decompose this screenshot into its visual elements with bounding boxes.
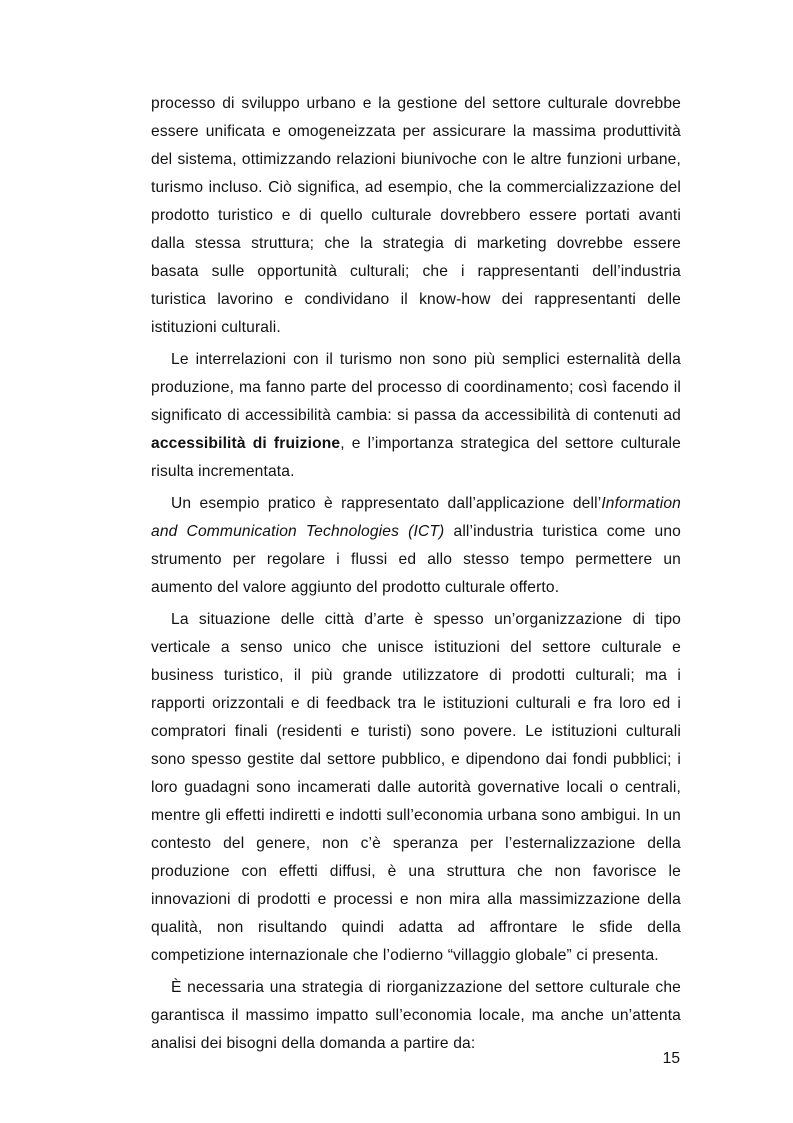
paragraph-5-text: È necessaria una strategia di riorganizzazione del settore culturale che garantisca il massimo impatto sull’economia locale, ma anche un’attenta analisi dei bisogni della domanda a partire da: bbox=[151, 979, 681, 1052]
bold-term-accessibilita-fruizione: accessibilità di fruizione bbox=[151, 435, 341, 452]
paragraph-3-text-a: Un esempio pratico è rappresentato dall’applicazione dell’ bbox=[171, 495, 602, 512]
paragraph-2-text-a: Le interrelazioni con il turismo non sono più semplici esternalità della produzione, ma fanno parte del processo di coordinamento; così facendo il significato di accessibilità cambia: si passa da accessibilità di contenuti ad bbox=[151, 351, 681, 424]
paragraph-3 bbox=[151, 490, 681, 602]
paragraph-4 bbox=[151, 606, 681, 970]
paragraph-5 bbox=[151, 974, 681, 1058]
paragraph-1 bbox=[151, 90, 681, 342]
paragraph-4-text: La situazione delle città d’arte è spesso un’organizzazione di tipo verticale a senso unico che unisce istituzioni del settore culturale e business turistico, il più grande utilizzatore di prodotti culturali; ma i rapporti orizzontali e di feedback tra le istituzioni culturali e fra loro ed i compratori finali (residenti e turisti) sono povere. Le istituzioni culturali sono spesso gestite dal settore pubblico, e dipendono dai fondi pubblici; i loro guadagni sono incamerati dalle autorità governative locali o centrali, mentre gli effetti indiretti e indotti sull’economia urbana sono ambigui. In un contesto del genere, non c’è speranza per l’esternalizzazione della produzione con effetti diffusi, è una struttura che non favorisce le innovazioni di prodotti e processi e non mira alla massimizzazione della qualità, non risultando quindi adatta ad affrontare le sfide della competizione internazionale che l’odierno “villaggio globale” ci presenta. bbox=[151, 611, 681, 964]
paragraph-1-text: processo di sviluppo urbano e la gestione del settore culturale dovrebbe essere unificata e omogeneizzata per assicurare la massima produttività del sistema, ottimizzando relazioni biunivoche con le altre funzioni urbane, turismo incluso. Ciò significa, ad esempio, che la commercializzazione del prodotto turistico e di quello culturale dovrebbero essere portati avanti dalla stessa struttura; che la strategia di marketing dovrebbe essere basata sulle opportunità culturali; che i rappresentanti dell’industria turistica lavorino e condividano il know-how dei rappresentanti delle istituzioni culturali. bbox=[151, 95, 681, 336]
page-number: 15 bbox=[662, 1050, 680, 1067]
paragraph-3-text-b: all’industria turistica come uno strumento per regolare i flussi ed allo stesso tempo permettere un aumento del valore aggiunto del prodotto culturale offerto. bbox=[151, 523, 681, 596]
paragraph-2 bbox=[151, 346, 681, 486]
italic-term-ict: Information and Communication Technologies (ICT) bbox=[151, 495, 681, 540]
body-text bbox=[151, 90, 681, 1062]
paragraph-2-text-b: , e l’importanza strategica del settore culturale risulta incrementata. bbox=[151, 435, 681, 480]
